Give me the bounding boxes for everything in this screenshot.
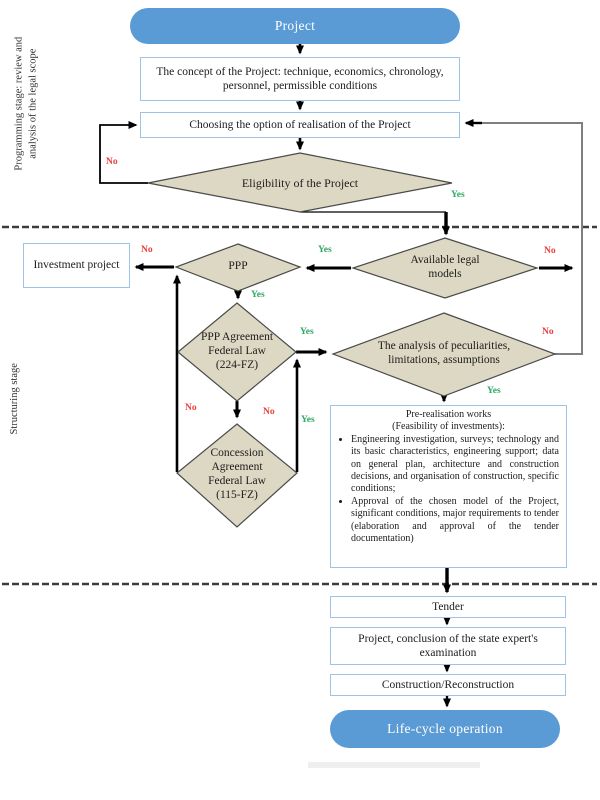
- available-legal-models-label: Available legal models: [410, 254, 480, 280]
- project-terminator: Project: [130, 8, 460, 44]
- analysis-diamond-label: The analysis of peculiarities, limitations, assumptions: [377, 340, 511, 366]
- pre-realisation-bullet-1: • Engineering investigation, surveys; technology and its basic characteristics, engineering support; data on general plan, architecture and construction decisions, and organisation of construction, specific conditions;: [351, 434, 559, 496]
- lifecycle-terminator: Life-cycle operation: [330, 710, 560, 748]
- programming-stage-label: Programming stage: review and analysis of the legal scope: [13, 36, 38, 171]
- pre-realisation-subtitle: (Feasibility of investments):: [392, 421, 505, 433]
- edge-label-eligibility-yes: Yes: [451, 190, 465, 200]
- edge-label-agreement-no: No: [263, 407, 275, 417]
- structuring-stage-label: Structuring stage: [9, 363, 21, 435]
- edge-label-ppp-yes: Yes: [251, 290, 265, 300]
- edge-label-concession-no: No: [185, 403, 197, 413]
- scan-artifact-bar: [308, 762, 480, 768]
- choosing-option-box: Choosing the option of realisation of the Project: [140, 112, 460, 138]
- edge-label-analysis-no: No: [542, 327, 554, 337]
- edge-label-agreement-yes: Yes: [300, 327, 314, 337]
- eligibility-diamond-label: Eligibility of the Project: [241, 175, 359, 190]
- edge-label-concession-yes: Yes: [301, 415, 315, 425]
- ppp-diamond-label: PPP: [228, 260, 248, 273]
- pre-realisation-box: [330, 405, 567, 568]
- ppp-agreement-label: PPP Agreement Federal Law (224-FZ): [200, 331, 274, 371]
- concession-diamond-label: Concession Agreement Federal Law (115-FZ): [208, 447, 266, 501]
- pre-realisation-bullet-2: • Approval of the chosen model of the Project, significant conditions, major requirements to tender (elaboration and approval of the tender documentation): [351, 496, 559, 546]
- pre-realisation-bullet-list: [338, 434, 559, 546]
- construction-box: Construction/Reconstruction: [330, 674, 566, 696]
- concept-box: The concept of the Project: technique, economics, chronology, personnel, permissible conditions: [140, 57, 460, 101]
- expertise-box: Project, conclusion of the state expert's examination: [330, 627, 566, 665]
- edge-label-ppp-no: No: [141, 245, 153, 255]
- tender-box: Tender: [330, 596, 566, 618]
- no-return-path: [470, 123, 582, 354]
- investment-project-box: Investment project: [23, 243, 130, 288]
- edge-label-available-no: No: [544, 246, 556, 256]
- edge-label-available-yes: Yes: [318, 245, 332, 255]
- edge-label-analysis-yes: Yes: [487, 386, 501, 396]
- pre-realisation-title: Pre-realisation works: [405, 409, 492, 420]
- edge-label-eligibility-no: No: [106, 157, 118, 167]
